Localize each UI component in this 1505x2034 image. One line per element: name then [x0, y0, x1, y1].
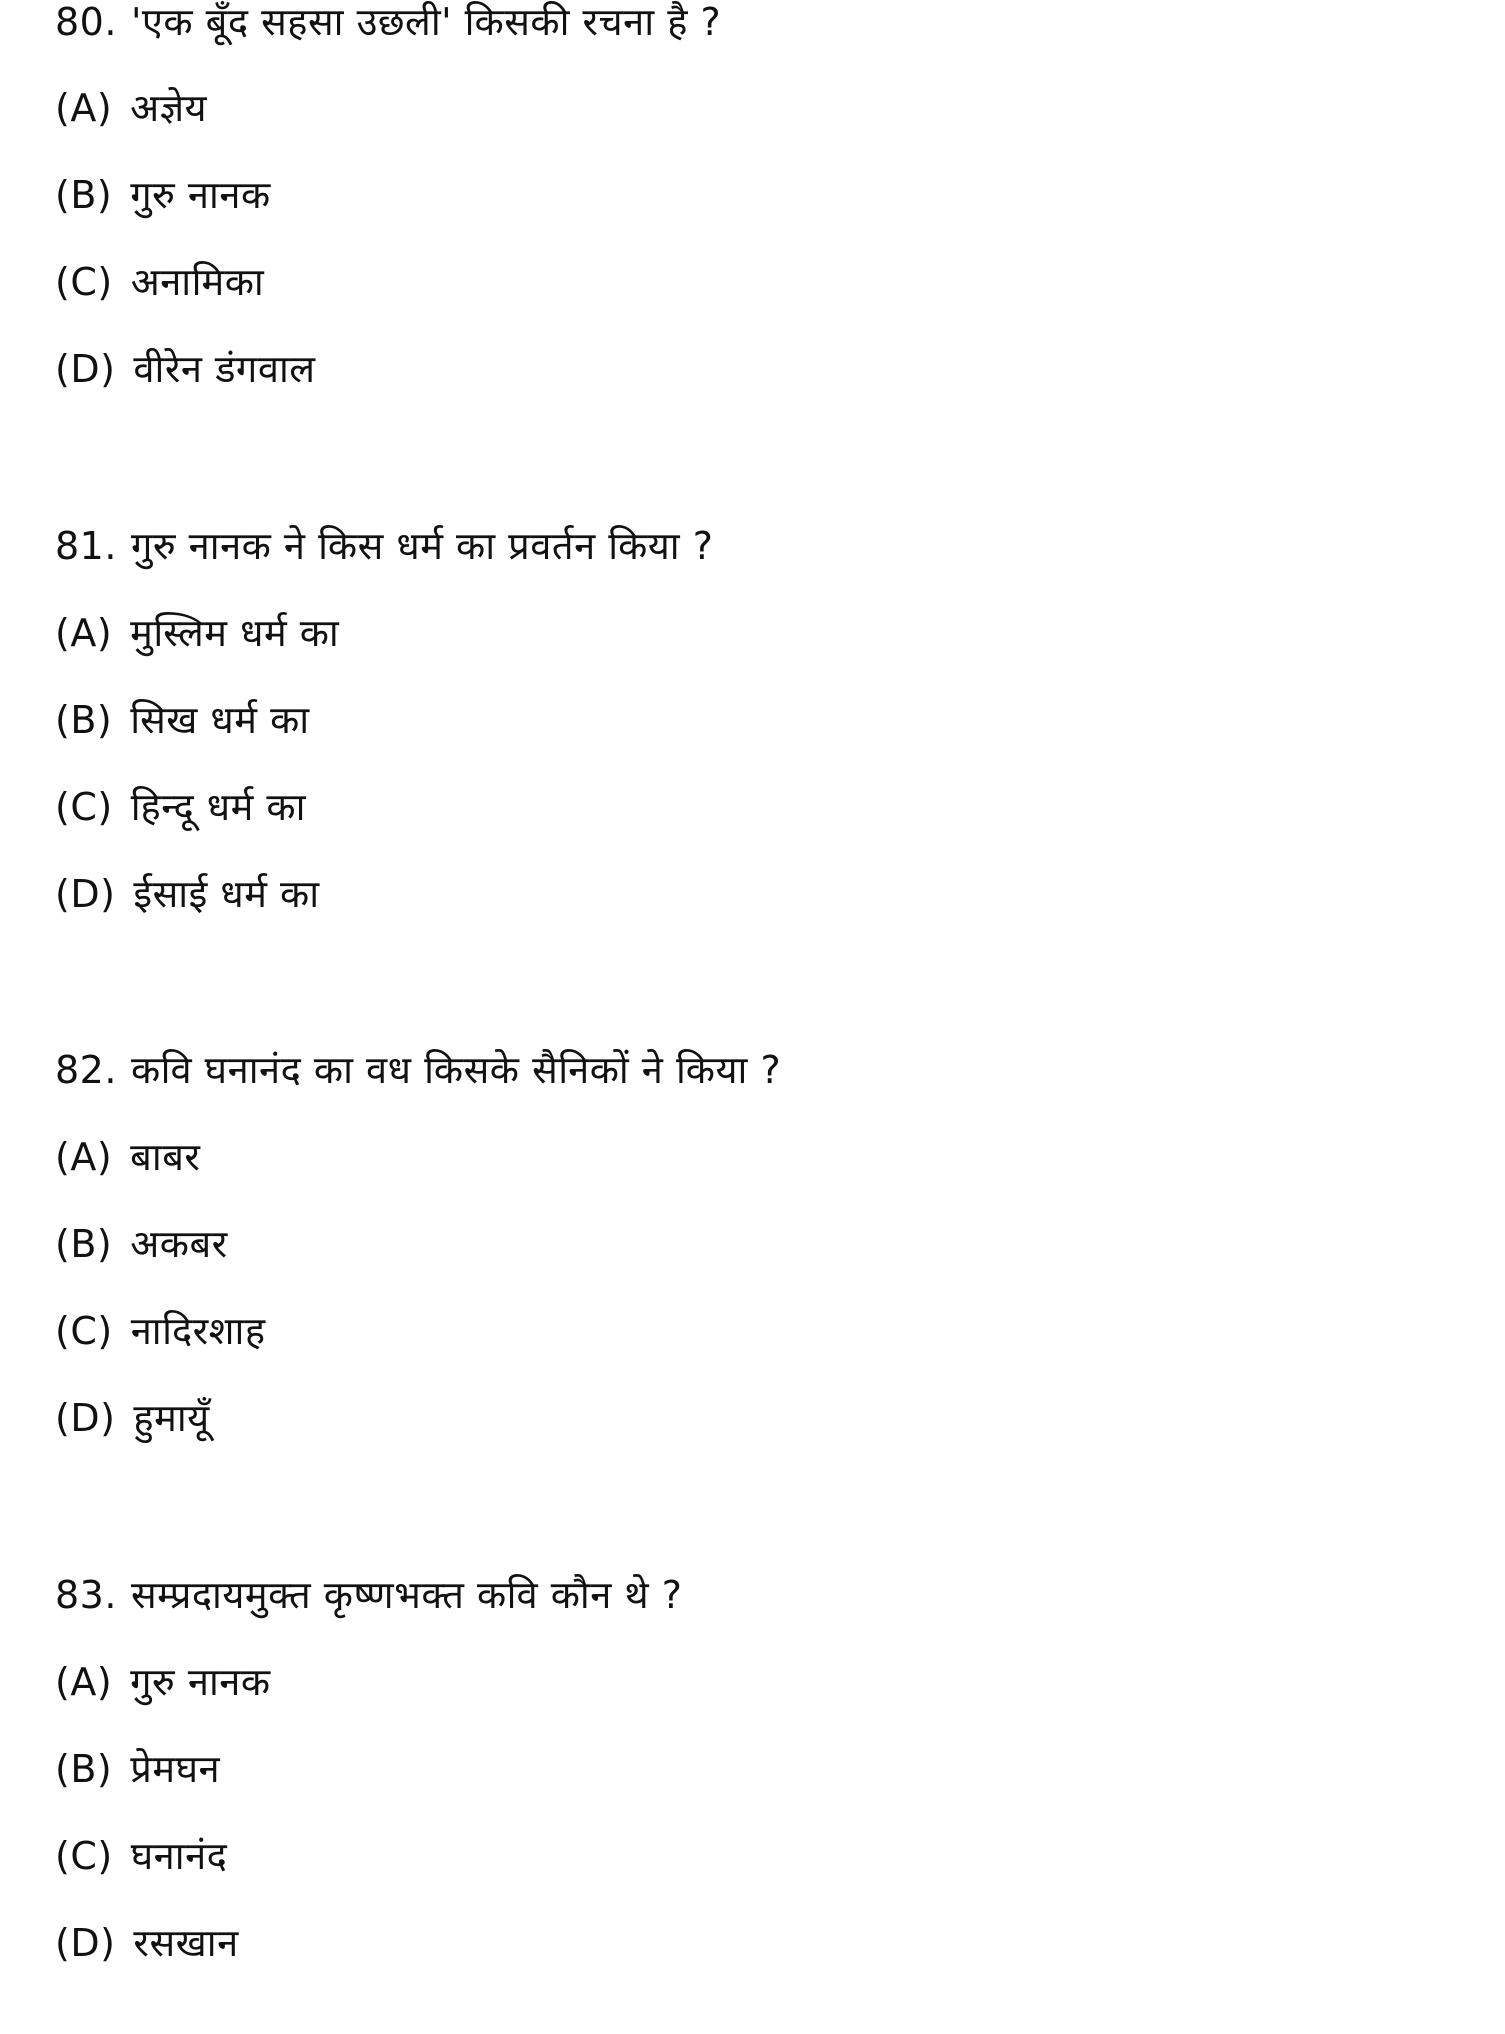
option-text: मुस्लिम धर्म का [130, 611, 340, 655]
question-82 [55, 1044, 781, 1096]
option-letter: (A) [55, 611, 113, 655]
option-text: रसखान [133, 1921, 239, 1965]
option-82-d [55, 1392, 210, 1444]
question-number: 81. [55, 524, 117, 568]
option-text: अकबर [130, 1222, 228, 1266]
option-text: हिन्दू धर्म का [130, 785, 306, 829]
option-83-a [55, 1656, 271, 1708]
question-text: सम्प्रदायमुक्त कृष्णभक्त कवि कौन थे ? [130, 1573, 683, 1617]
question-text: 'एक बूँद सहसा उछली' किसकी रचना है ? [130, 0, 722, 44]
option-letter: (D) [55, 872, 116, 916]
option-letter: (C) [55, 785, 113, 829]
option-text: सिख धर्म का [130, 698, 310, 742]
option-text: प्रेमघन [130, 1747, 221, 1791]
question-number: 80. [55, 0, 117, 44]
option-82-b [55, 1218, 228, 1270]
option-letter: (A) [55, 1660, 113, 1704]
option-letter: (D) [55, 1921, 116, 1965]
question-83 [55, 1569, 682, 1621]
option-text: बाबर [130, 1135, 201, 1179]
option-letter: (A) [55, 86, 113, 130]
option-letter: (B) [55, 173, 113, 217]
option-81-d [55, 868, 320, 920]
question-81 [55, 520, 713, 572]
option-text: नादिरशाह [130, 1309, 266, 1353]
option-text: गुरु नानक [130, 1660, 271, 1704]
option-83-d [55, 1917, 239, 1969]
option-80-c [55, 256, 264, 308]
option-letter: (D) [55, 1396, 116, 1440]
option-82-c [55, 1305, 266, 1357]
option-text: ईसाई धर्म का [133, 872, 320, 916]
option-82-a [55, 1131, 200, 1183]
option-text: अनामिका [130, 260, 265, 304]
option-80-b [55, 169, 271, 221]
option-81-b [55, 694, 310, 746]
option-letter: (D) [55, 347, 116, 391]
option-text: गुरु नानक [130, 173, 271, 217]
question-number: 83. [55, 1573, 117, 1617]
option-83-c [55, 1830, 227, 1882]
option-letter: (C) [55, 260, 113, 304]
option-letter: (C) [55, 1309, 113, 1353]
question-text: कवि घनानंद का वध किसके सैनिकों ने किया ? [130, 1048, 782, 1092]
option-80-d [55, 343, 316, 395]
question-number: 82. [55, 1048, 117, 1092]
question-text: गुरु नानक ने किस धर्म का प्रवर्तन किया ? [130, 524, 714, 568]
option-text: घनानंद [130, 1834, 228, 1878]
option-80-a [55, 82, 207, 134]
option-text: हुमायूँ [133, 1396, 210, 1440]
question-80 [55, 0, 721, 48]
option-letter: (B) [55, 698, 113, 742]
option-text: अज्ञेय [130, 86, 208, 130]
option-letter: (B) [55, 1747, 113, 1791]
option-81-a [55, 607, 339, 659]
option-letter: (B) [55, 1222, 113, 1266]
option-83-b [55, 1743, 220, 1795]
option-letter: (C) [55, 1834, 113, 1878]
option-letter: (A) [55, 1135, 113, 1179]
option-81-c [55, 781, 306, 833]
option-text: वीरेन डंगवाल [133, 347, 316, 391]
